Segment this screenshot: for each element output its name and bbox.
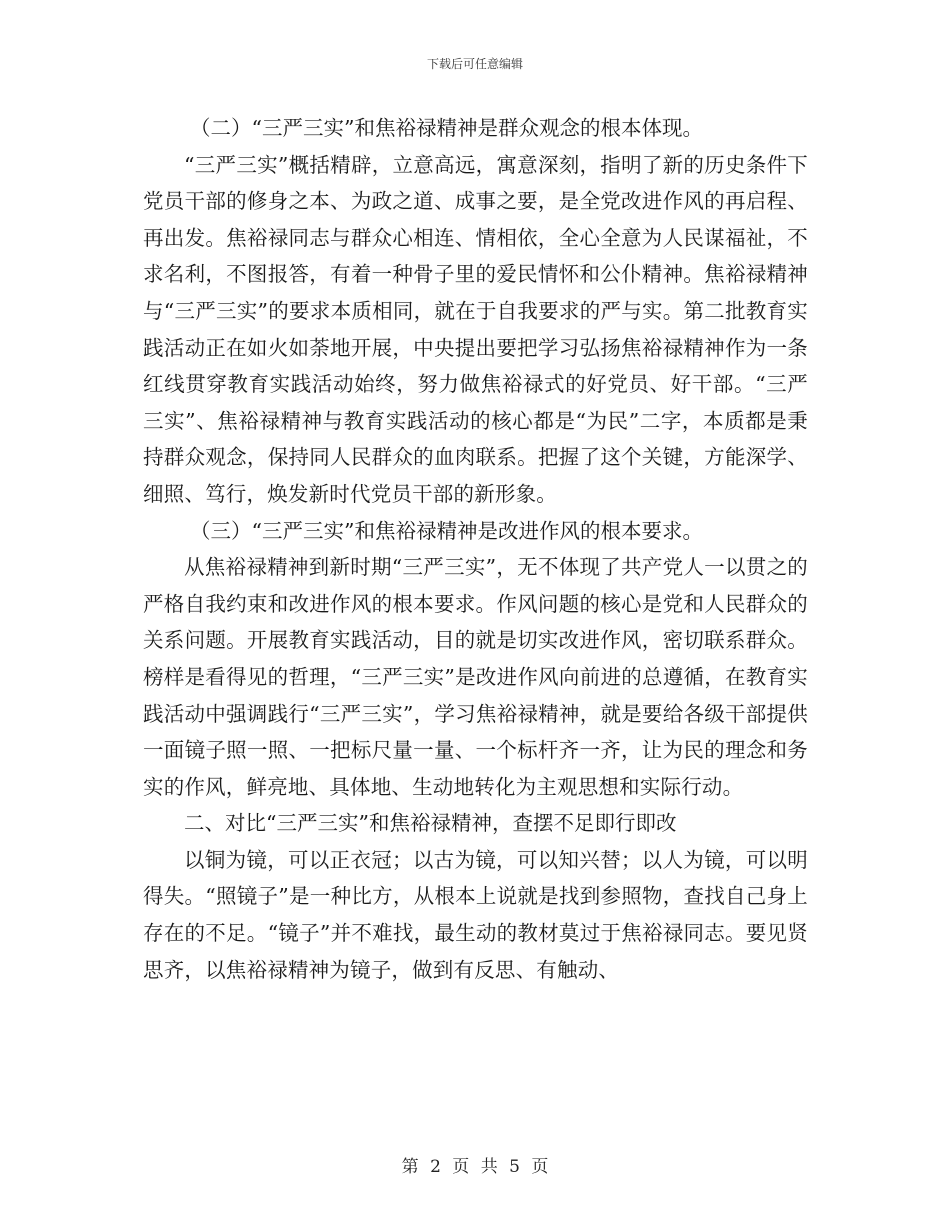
document-body: [143, 110, 808, 988]
paragraph-1: “三严三实”概括精辟，立意高远，寓意深刻，指明了新的历史条件下党员干部的修身之本、为政之道、成事之要，是全党改进作风的再启程、再出发。焦裕禄同志与群众心相连、情相依，全心全意为人民谋福祉，不求名利，不图报答，有着一种骨子里的爱民情怀和公仆精神。焦裕禄精神与“三严三实”的要求本质相同，就在于自我要求的严与实。第二批教育实践活动正在如火如荼地开展，中央提出要把学习弘扬焦裕禄精神作为一条红线贯穿教育实践活动始终，努力做焦裕禄式的好党员、好干部。“三严三实”、焦裕禄精神与教育实践活动的核心都是“为民”二字，本质都是秉持群众观念，保持同人民群众的血肉联系。把握了这个关键，方能深学、细照、笃行，焕发新时代党员干部的新形象。: [143, 152, 808, 506]
page-header-note: 下载后可任意编辑: [426, 57, 523, 71]
paragraph-3: 以铜为镜，可以正衣冠；以古为镜，可以知兴替；以人为镜，可以明得失。“照镜子”是一种比方，从根本上说就是找到参照物，查找自己身上存在的不足。“镜子”并不难找，最生动的教材莫过于焦裕禄同志。要见贤思齐，以焦裕禄精神为镜子，做到有反思、有触动、: [143, 847, 808, 982]
section-heading-3: （三）“三严三实”和焦裕禄精神是改进作风的根本要求。: [190, 518, 703, 543]
paragraph-2: 从焦裕禄精神到新时期“三严三实”，无不体现了共产党人一以贯之的严格自我约束和改进作风的根本要求。作风问题的核心是党和人民群众的关系问题。开展教育实践活动，目的就是切实改进作风，密切联系群众。榜样是看得见的哲理，“三严三实”是改进作风向前进的总遵循，在教育实践活动中强调践行“三严三实”，学习焦裕禄精神，就是要给各级干部提供一面镜子照一照、一把标尺量一量、一个标杆齐一齐，让为民的理念和务实的作风，鲜亮地、具体地、生动地转化为主观思想和实际行动。: [143, 555, 808, 799]
page-number-footer: 第 2 页 共 5 页: [401, 1157, 549, 1177]
section-heading-2: （二）“三严三实”和焦裕禄精神是群众观念的根本体现。: [190, 116, 703, 140]
main-heading-2: 二、对比“三严三实”和焦裕禄精神，查摆不足即行即改: [184, 811, 677, 836]
